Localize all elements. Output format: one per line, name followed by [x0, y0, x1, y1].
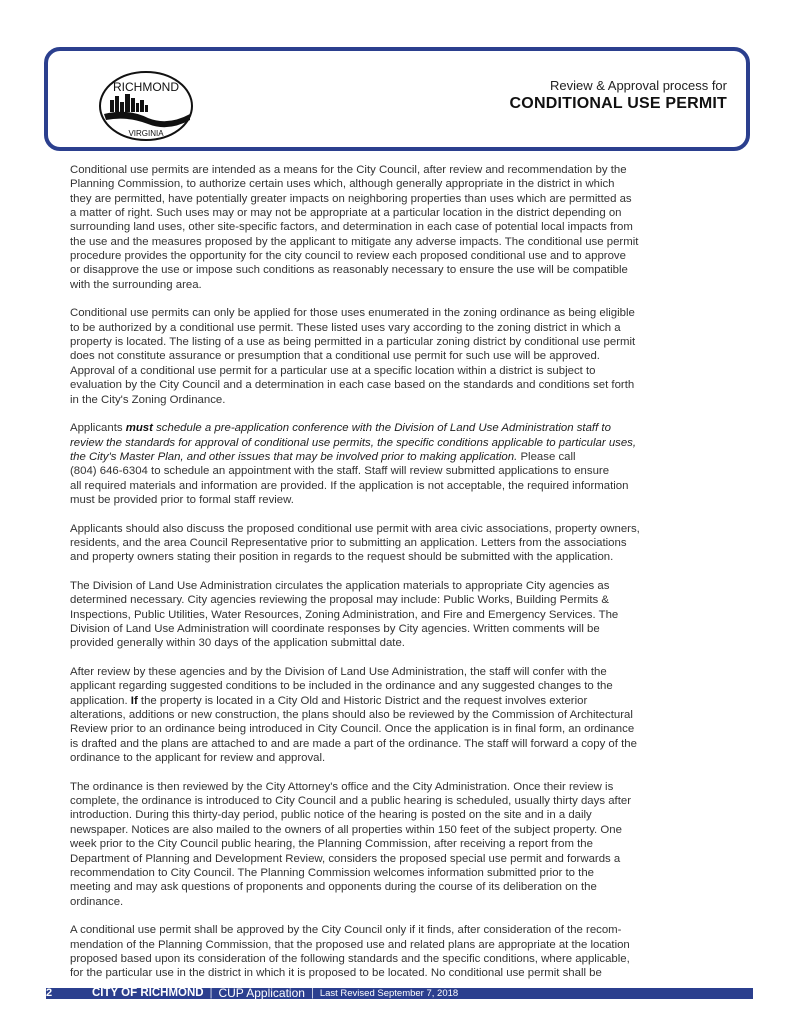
text-line: week prior to the City Council public hearing, the Planning Commission, after receiving a report from the	[70, 838, 593, 851]
text-line: residents, and the area Council Representative prior to submitting an application. Letters from the associations	[70, 536, 627, 549]
text-line: A conditional use permit shall be approved by the City Council only if it finds, after consideration of the recom-	[70, 924, 622, 937]
paragraph-eligibility	[70, 306, 740, 406]
text-line: they are permitted, have potentially greater impacts on neighboring properties than uses which are permitted as	[70, 192, 632, 205]
text-line: and property owners stating their position in regards to the request should be submitted with the application.	[70, 551, 614, 564]
footer-city: CITY OF RICHMOND	[92, 987, 204, 999]
text-line: recommendation to City Council. The Planning Commission welcomes information submitted prior to the	[70, 866, 594, 879]
text-line: Conditional use permits can only be applied for those uses enumerated in the zoning ordinance as being eligible	[70, 307, 635, 320]
text-line: Approval of a conditional use permit for a particular use at a specific location within a district is subject to	[70, 364, 596, 377]
svg-text:VIRGINIA: VIRGINIA	[128, 129, 164, 138]
text-line: Division of Land Use Administration will coordinate responses by City agencies. Written comments will be	[70, 623, 600, 635]
text-line: The ordinance is then reviewed by the City Attorney's office and the City Administration. Once their review is	[70, 780, 614, 793]
text-line: surrounding land uses, other site-specific factors, and determination in each case of potential local impacts from	[70, 221, 633, 234]
paragraph-pre-application	[70, 421, 740, 507]
text-segment: the City's Master Plan, and other issues that may be involved prior to making application.	[70, 450, 518, 463]
footer-application: CUP Application	[218, 986, 305, 1000]
text-line: Conditional use permits are intended as a means for the City Council, after review and recommendation by the	[70, 164, 627, 176]
text-line: Inspections, Public Utilities, Water Resources, Zoning Administration, and Fire and Emergency Services. The	[70, 608, 619, 621]
paragraph-ordinance-drafting	[70, 665, 740, 765]
text-line: must be provided prior to formal staff review.	[70, 493, 294, 506]
text-line: The Division of Land Use Administration circulates the application materials to appropriate City agencies as	[70, 579, 610, 592]
text-line: or disapprove the use or impose such conditions as reasonably necessary to ensure the use will be compatible	[70, 264, 628, 277]
text-line: After review by these agencies and by the Division of Land Use Administration, the staff will confer with the	[70, 666, 607, 679]
text-line: property is located. The listing of a use as being permitted in a particular zoning district by conditional use permit	[70, 336, 636, 349]
document-title-block	[510, 78, 727, 113]
footer-separator: |	[209, 987, 213, 999]
footer-separator: |	[310, 987, 314, 999]
text-segment: Applicants	[70, 422, 126, 435]
text-line: is drafted and the plans are attached to and are made a part of the ordinance. The staff will forward a copy of the	[70, 737, 637, 750]
text-line: evaluation by the City Council and a determination in each case based on the standards and conditions set forth	[70, 379, 635, 392]
document-title: CONDITIONAL USE PERMIT	[509, 95, 727, 112]
text-line: (804) 646-6304 to schedule an appointment with the staff. Staff will review submitted applications to ensure	[70, 465, 610, 478]
svg-text:RICHMOND: RICHMOND	[113, 80, 179, 94]
text-line: proposed based upon its consideration of the following standards and the specific conditions, where applicable,	[70, 952, 630, 965]
page-footer	[46, 988, 753, 999]
page-number: 2	[46, 987, 53, 999]
text-line: for the particular use in the district in which it is proposed to be located. No conditional use permit shall be	[70, 967, 602, 980]
text-line: applicant regarding suggested conditions to be included in the ordinance and any suggested changes to the	[70, 680, 613, 693]
paragraph-public-hearing	[70, 780, 740, 909]
paragraph-community	[70, 522, 740, 565]
text-line: Review prior to an ordinance being introduced in City Council. Once the application is in final form, an ordinance	[70, 723, 635, 736]
text-line: ordinance to the applicant for review and approval.	[70, 752, 326, 765]
text-line: complete, the ordinance is introduced to City Council and a public hearing is scheduled, usually thirty days after	[70, 795, 631, 808]
paragraph-agency-review	[70, 579, 740, 651]
text-line: to be authorized by a conditional use permit. These listed uses vary according to the zoning district in which a	[70, 321, 621, 334]
text-line: provided generally within 30 days of the application submittal date.	[70, 637, 405, 650]
text-line	[70, 421, 740, 435]
text-line: alterations, additions or new construction, the plans should also be reviewed by the Commission of Architectural	[70, 709, 633, 722]
text-line: with the surrounding area.	[70, 278, 202, 291]
text-line: meeting and may ask questions of proponents and opponents during the course of its deliberation on the	[70, 881, 597, 894]
text-line: Department of Planning and Development Review, considers the proposed special use permit and forwards a	[70, 852, 621, 865]
text-line: introduction. During this thirty-day period, public notice of the hearing is posted on the site and in a daily	[70, 809, 592, 822]
richmond-logo	[98, 70, 194, 142]
text-line: mendation of the Planning Commission, that the proposed use and related plans are appropriate at the location	[70, 938, 630, 951]
text-line: Applicants should also discuss the proposed conditional use permit with area civic associations, property owners,	[70, 522, 640, 535]
document-subtitle: Review & Approval process for	[549, 78, 727, 93]
emphasis-if: If	[130, 694, 138, 707]
paragraph-approval-standards	[70, 923, 740, 980]
text-line: in the City's Zoning Ordinance.	[70, 393, 226, 406]
text-segment: the property is located in a City Old and Historic District and the request involves exterior	[137, 694, 588, 707]
footer-revised-date: Last Revised September 7, 2018	[319, 988, 459, 999]
text-line: newspaper. Notices are also mailed to the owners of all properties within 150 feet of the subject property. One	[70, 823, 622, 836]
text-segment: schedule a pre-application conference with the Division of Land Use Administration staff to	[152, 422, 611, 435]
text-segment: application.	[70, 694, 131, 707]
text-line: a matter of right. Such uses may or may not be appropriate at a particular location in the district depending on	[70, 207, 622, 220]
text-segment: Please call	[517, 450, 576, 463]
document-body	[70, 163, 740, 995]
text-line: determined necessary. City agencies reviewing the proposal may include: Public Works, Building Permits &	[70, 594, 609, 607]
text-line: Planning Commission, to authorize certain uses which, although generally appropriate in the district in which	[70, 178, 615, 191]
text-line: does not constitute assurance or presumption that a conditional use permit for such use will be approved.	[70, 350, 600, 363]
text-line: ordinance.	[70, 895, 124, 908]
text-line: all required materials and information are provided. If the application is not acceptable, the required information	[70, 479, 629, 492]
text-line	[70, 450, 740, 464]
text-line	[70, 694, 740, 708]
text-line: the use and the measures proposed by the applicant to mitigate any adverse impacts. The conditional use permit	[70, 235, 639, 248]
emphasis-must: must	[125, 422, 153, 435]
paragraph-intro	[70, 163, 740, 292]
text-line: procedure provides the opportunity for the city council to review each proposed conditional use and to approve	[70, 250, 626, 263]
text-line: review the standards for approval of conditional use permits, the specific conditions applicable to particular uses,	[70, 436, 637, 449]
